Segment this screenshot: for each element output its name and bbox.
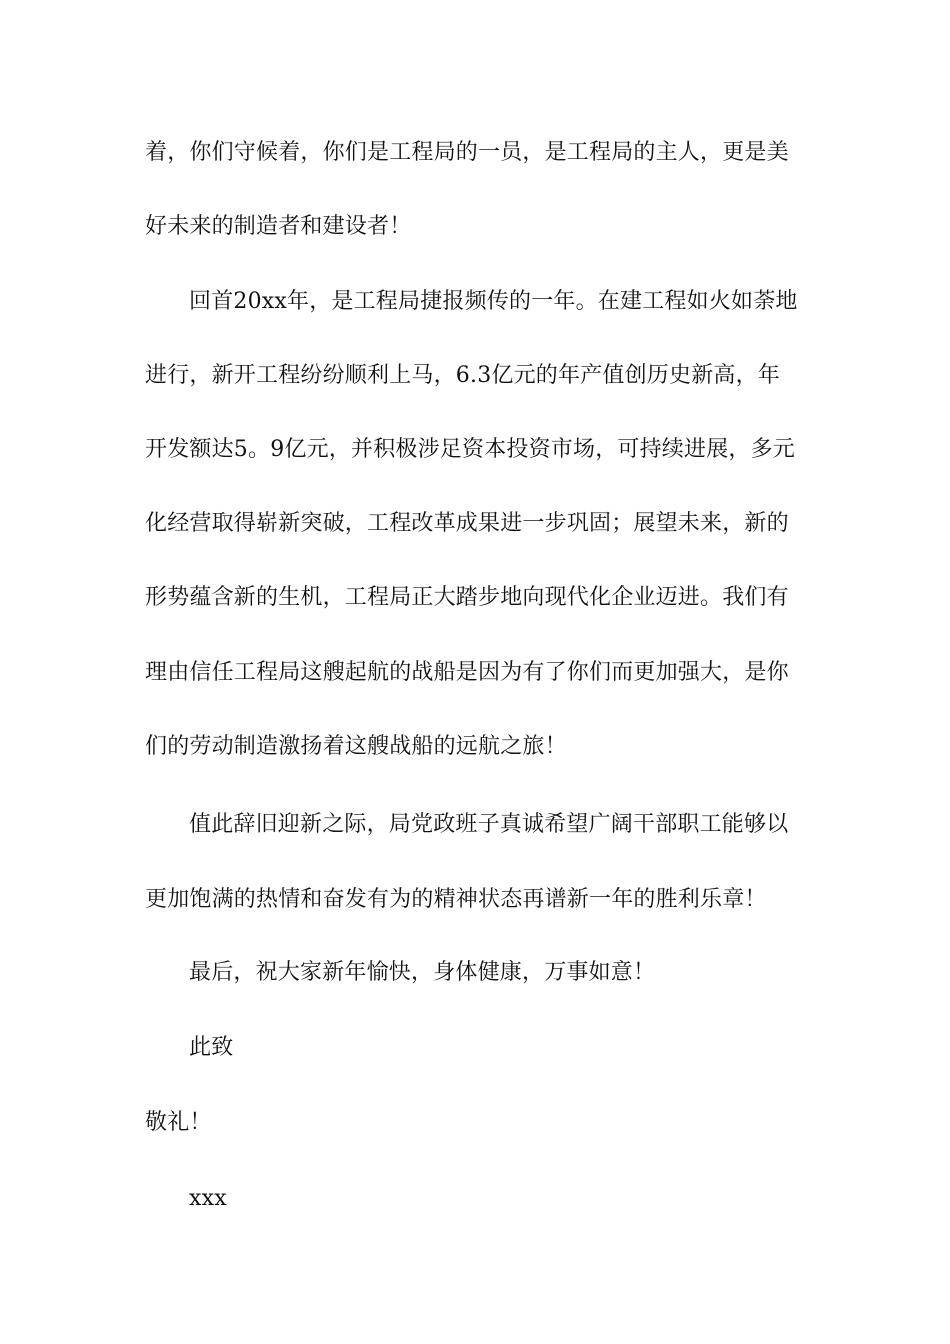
paragraph-line-6: 化经营取得崭新突破，工程改革成果进一步巩固；展望未来，新的: [145, 511, 789, 536]
signature: xxx: [189, 1186, 227, 1211]
paragraph-line-8: 理由信任工程局这艘起航的战船是因为有了你们而更加强大，是你: [145, 660, 789, 685]
paragraph-line-11: 更加饱满的热情和奋发有为的精神状态再谱新一年的胜利乐章！: [145, 887, 767, 912]
paragraph-line-1: 着，你们守候着，你们是工程局的一员，是工程局的主人，更是美: [145, 140, 789, 165]
paragraph-line-9: 们的劳动制造激扬着这艘战船的远航之旅！: [145, 734, 567, 759]
paragraph-line-5: 开发额达5。9亿元，并积极涉足资本投资市场，可持续进展，多元: [145, 437, 795, 462]
paragraph-line-10: 值此辞旧迎新之际，局党政班子真诚希望广阔干部职工能够以: [189, 812, 789, 837]
paragraph-line-7: 形势蕴含新的生机，工程局正大踏步地向现代化企业迈进。我们有: [145, 585, 789, 610]
closing-regards: 敬礼！: [145, 1110, 212, 1135]
paragraph-line-4: 进行，新开工程纷纷顺利上马，6.3亿元的年产值创历史新高，年: [145, 363, 780, 388]
paragraph-line-3: 回首20xx年，是工程局捷报频传的一年。在建工程如火如荼地: [189, 289, 798, 314]
closing-salutation: 此致: [189, 1035, 234, 1060]
paragraph-line-2: 好未来的制造者和建设者！: [145, 214, 412, 239]
closing-wishes: 最后，祝大家新年愉快，身体健康，万事如意！: [189, 960, 656, 985]
